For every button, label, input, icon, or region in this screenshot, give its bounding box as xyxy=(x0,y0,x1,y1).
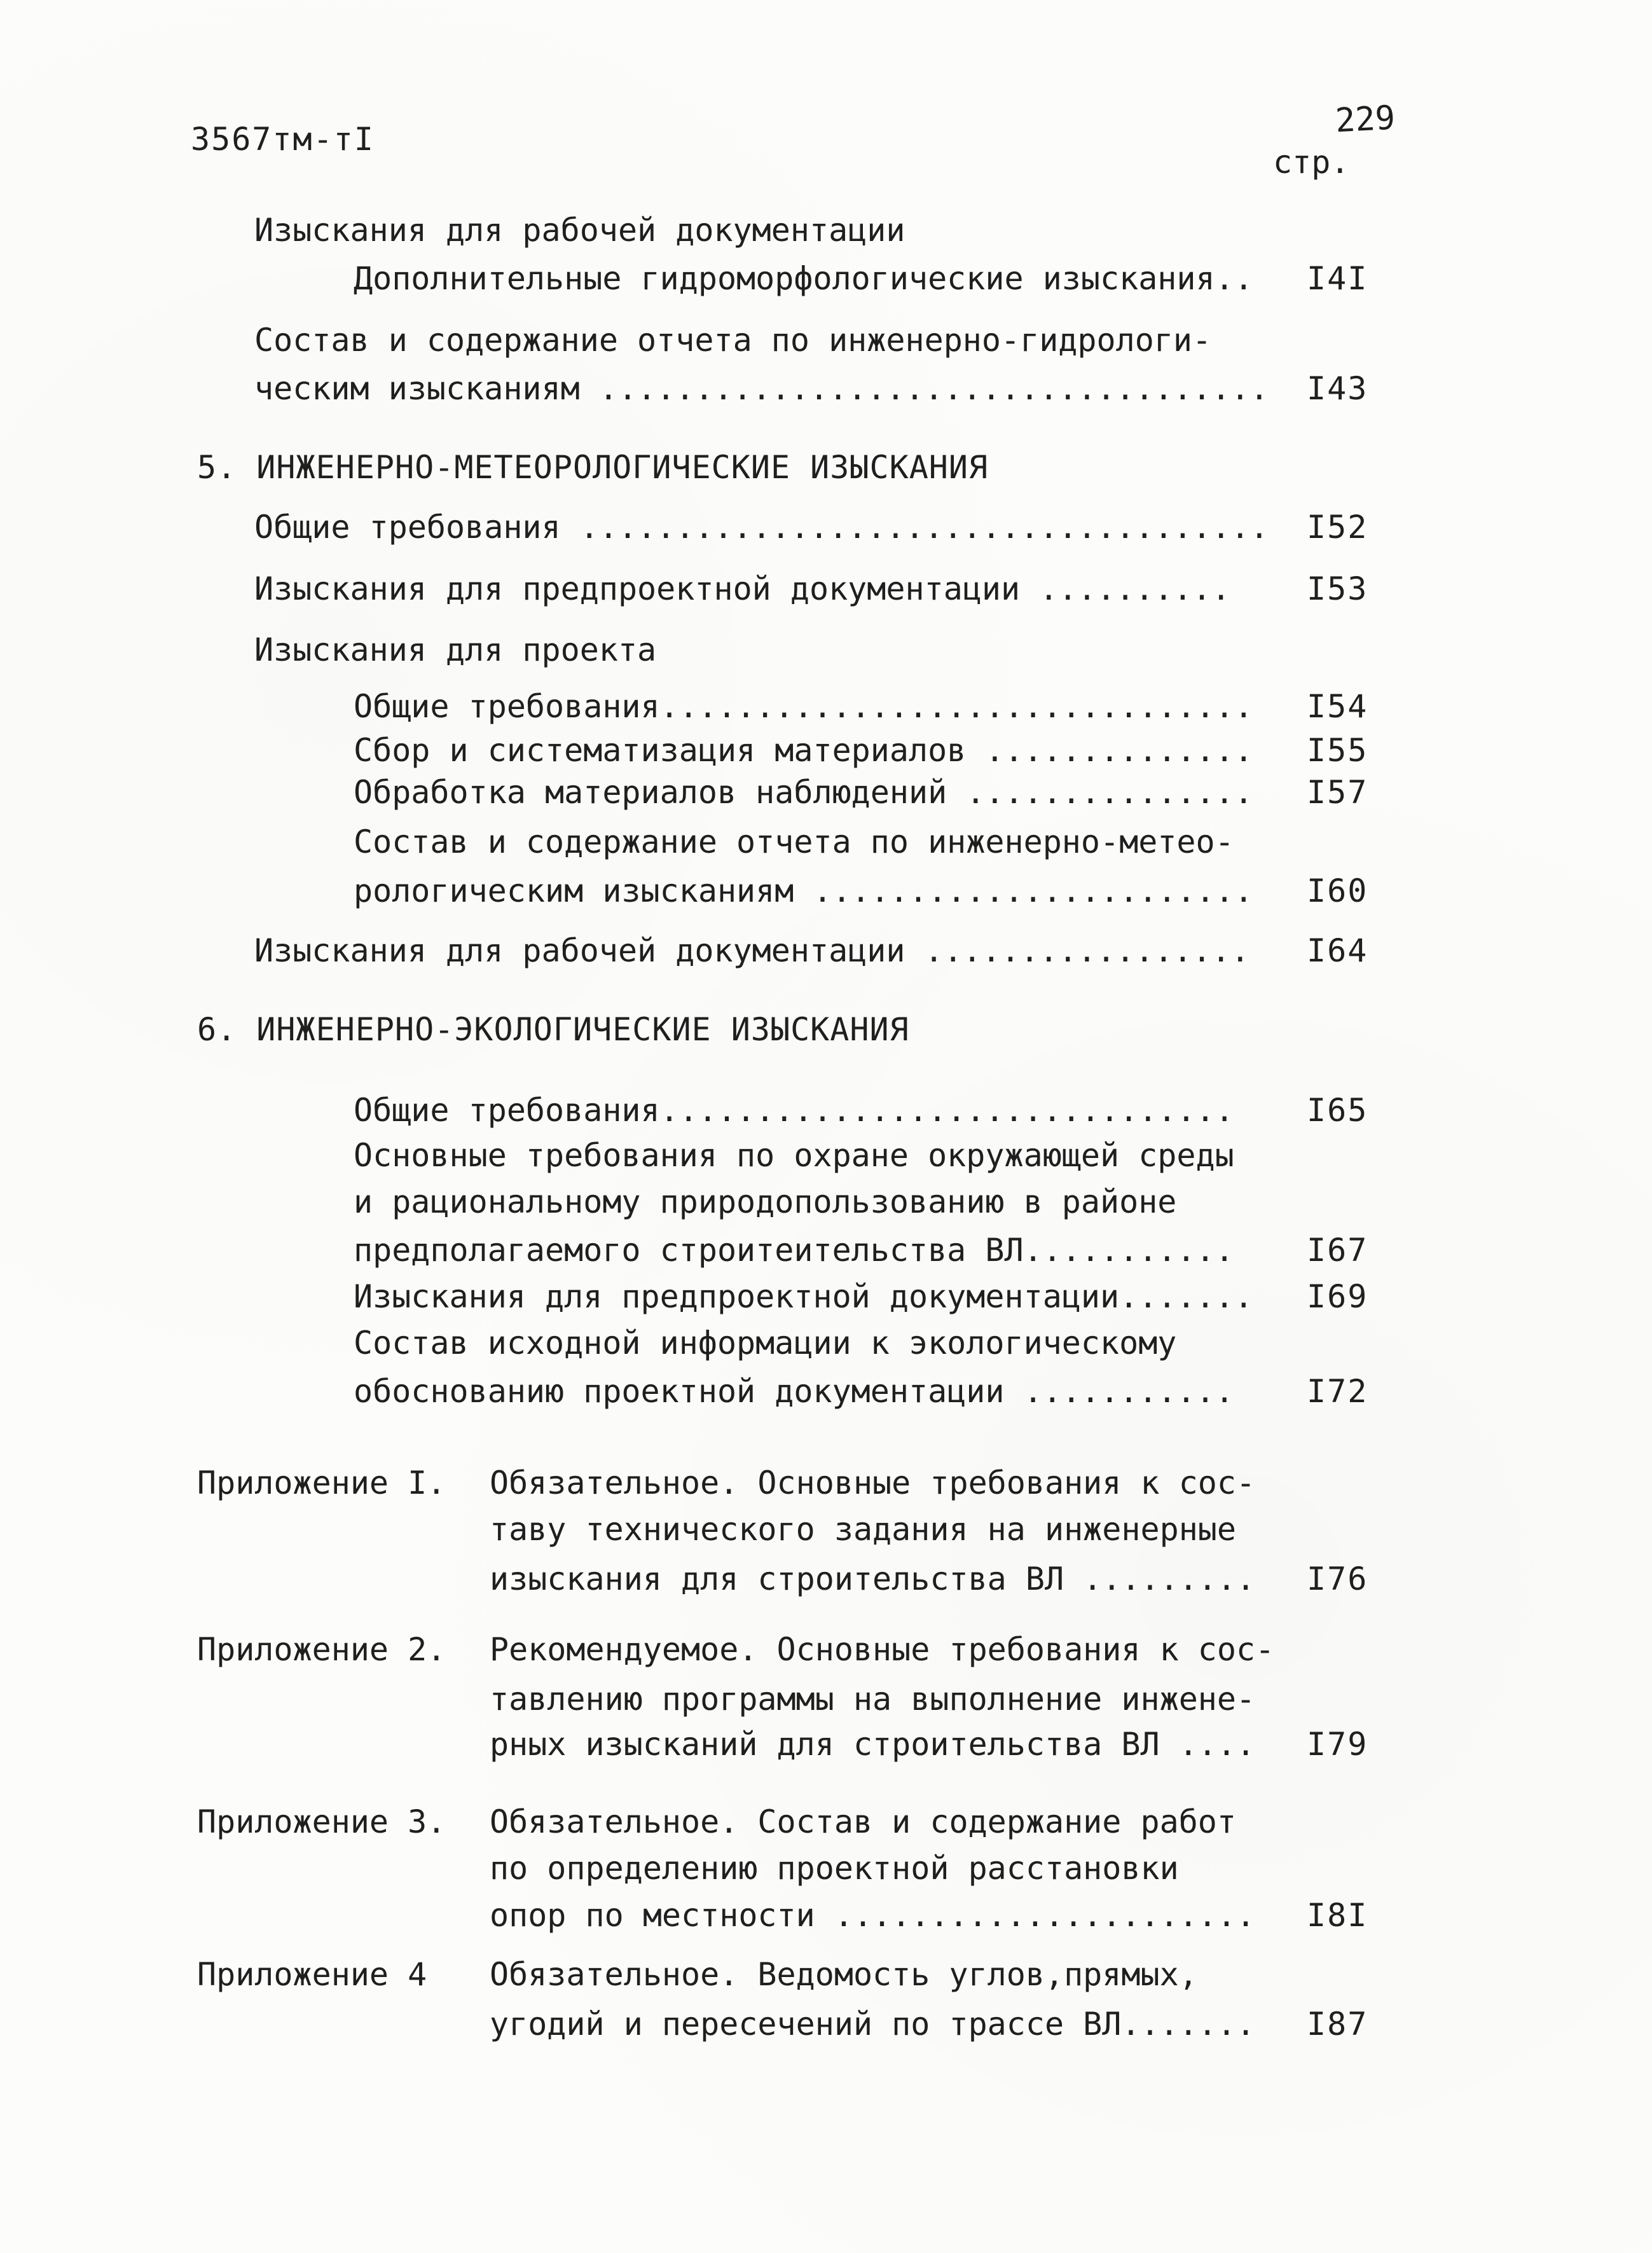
toc-appendix-line xyxy=(0,1464,1652,1509)
toc-appendix-line xyxy=(0,1631,1652,1676)
toc-line xyxy=(0,1092,1652,1136)
toc-line-text: таву технического задания на инженерные xyxy=(490,1511,1236,1548)
toc-page-number: I53 xyxy=(1307,570,1368,607)
toc-line xyxy=(0,872,1652,917)
toc-line-text: опор по местности ...................... xyxy=(490,1897,1256,1934)
toc-line-text: Общие требования .................................... xyxy=(254,509,1269,546)
appendix-label: Приложение 4 xyxy=(197,1956,427,1993)
toc-page-number: I79 xyxy=(1307,1726,1368,1763)
toc-line-text: изыскания для строительства ВЛ ......... xyxy=(490,1561,1256,1597)
toc-line-text: тавлению программы на выполнение инжене- xyxy=(490,1681,1256,1718)
toc-line xyxy=(0,2006,1652,2050)
toc-line xyxy=(0,1278,1652,1323)
toc-line-text: Состав и содержание отчета по инженерно-метео- xyxy=(354,823,1234,860)
toc-line-text: Рекомендуемое. Основные требования к сос- xyxy=(490,1631,1275,1668)
page-column-label: стр. xyxy=(1273,144,1350,181)
toc-line-text: Общие требования............................... xyxy=(354,688,1253,725)
toc-line-text: обоснованию проектной документации ........... xyxy=(354,1373,1234,1410)
toc-line xyxy=(0,1897,1652,1941)
toc-page-number: I43 xyxy=(1307,370,1368,407)
appendix-label: Приложение 3. xyxy=(197,1803,446,1840)
toc-page-number: I4I xyxy=(1307,260,1368,297)
toc-line xyxy=(0,322,1652,366)
toc-line-text: Обязательное. Состав и содержание работ xyxy=(490,1803,1236,1840)
toc-line xyxy=(0,1681,1652,1725)
toc-line xyxy=(0,260,1652,305)
toc-line-text: и рациональному природопользованию в районе xyxy=(354,1183,1177,1220)
toc-line-text: Сбор и систематизация материалов .............. xyxy=(354,732,1253,769)
toc-line xyxy=(0,509,1652,553)
corner-page-number: 229 xyxy=(1334,99,1396,141)
toc-line-text: предполагаемого строитеительства ВЛ........... xyxy=(354,1232,1234,1269)
toc-line xyxy=(0,1325,1652,1369)
toc-page-number: I52 xyxy=(1307,509,1368,546)
toc-line-text: Изыскания для проекта xyxy=(254,631,657,668)
toc-line xyxy=(0,1561,1652,1605)
toc-page-number: I64 xyxy=(1307,932,1368,969)
toc-line-text: Состав исходной информации к экологическому xyxy=(354,1325,1177,1361)
toc-line-text: Изыскания для рабочей документации ................. xyxy=(254,932,1250,969)
toc-line-text: Общие требования.............................. xyxy=(354,1092,1234,1129)
toc-line xyxy=(0,1183,1652,1228)
toc-line-text: Обработка материалов наблюдений ............... xyxy=(354,774,1253,811)
toc-line xyxy=(0,570,1652,615)
toc-line xyxy=(0,932,1652,977)
toc-line-text: рных изысканий для строительства ВЛ .... xyxy=(490,1726,1256,1763)
toc-page-number: I8I xyxy=(1307,1897,1368,1934)
toc-line xyxy=(0,1137,1652,1182)
toc-line xyxy=(0,774,1652,818)
toc-page-number: I65 xyxy=(1307,1092,1368,1129)
toc-line-text: Изыскания для предпроектной документации .......... xyxy=(254,570,1231,607)
appendix-label: Приложение I. xyxy=(197,1464,446,1501)
toc-page-number: I72 xyxy=(1307,1373,1368,1410)
toc-line-text: Изыскания для предпроектной документации....... xyxy=(354,1278,1253,1315)
toc-section-heading-text: 5. ИНЖЕНЕРНО-МЕТЕОРОЛОГИЧЕСКИЕ ИЗЫСКАНИЯ xyxy=(197,449,989,486)
toc-line xyxy=(0,631,1652,676)
toc-line xyxy=(0,212,1652,256)
toc-line-text: Дополнительные гидроморфологические изыскания.. xyxy=(354,260,1253,297)
toc-line-text: Основные требования по охране окружающей среды xyxy=(354,1137,1234,1174)
toc-page-number: I76 xyxy=(1307,1561,1368,1597)
toc-line-text: угодий и пересечений по трассе ВЛ....... xyxy=(490,2006,1256,2043)
document-code: 3567тм-тI xyxy=(191,121,375,158)
toc-line xyxy=(0,823,1652,868)
toc-line-text: по определению проектной расстановки xyxy=(490,1850,1179,1887)
toc-line-text: Обязательное. Ведомость углов,прямых, xyxy=(490,1956,1198,1993)
toc-line xyxy=(0,1373,1652,1417)
toc-section-heading-text: 6. ИНЖЕНЕРНО-ЭКОЛОГИЧЕСКИЕ ИЗЫСКАНИЯ xyxy=(197,1011,909,1048)
toc-appendix-line xyxy=(0,1803,1652,1848)
toc-line xyxy=(0,1850,1652,1894)
toc-line xyxy=(0,1726,1652,1770)
toc-line-text: ческим изысканиям ................................... xyxy=(254,370,1269,407)
toc-page-number: I55 xyxy=(1307,732,1368,769)
toc-page-number: I54 xyxy=(1307,688,1368,725)
toc-line xyxy=(0,370,1652,415)
appendix-label: Приложение 2. xyxy=(197,1631,446,1668)
toc-page-number: I60 xyxy=(1307,872,1368,909)
toc-appendix-line xyxy=(0,1956,1652,2001)
toc-section-heading xyxy=(0,1011,1652,1056)
toc-line-text: Изыскания для рабочей документации xyxy=(254,212,905,249)
toc-page-number: I87 xyxy=(1307,2006,1368,2043)
toc-line xyxy=(0,1232,1652,1276)
toc-line xyxy=(0,732,1652,776)
toc-page-number: I69 xyxy=(1307,1278,1368,1315)
toc-line xyxy=(0,1511,1652,1555)
toc-line xyxy=(0,688,1652,733)
toc-line-text: Обязательное. Основные требования к сос- xyxy=(490,1464,1256,1501)
toc-line-text: рологическим изысканиям ....................... xyxy=(354,872,1253,909)
toc-section-heading xyxy=(0,449,1652,493)
toc-page-number: I67 xyxy=(1307,1232,1368,1269)
toc-page-number: I57 xyxy=(1307,774,1368,811)
toc-line-text: Состав и содержание отчета по инженерно-гидрологи- xyxy=(254,322,1212,359)
